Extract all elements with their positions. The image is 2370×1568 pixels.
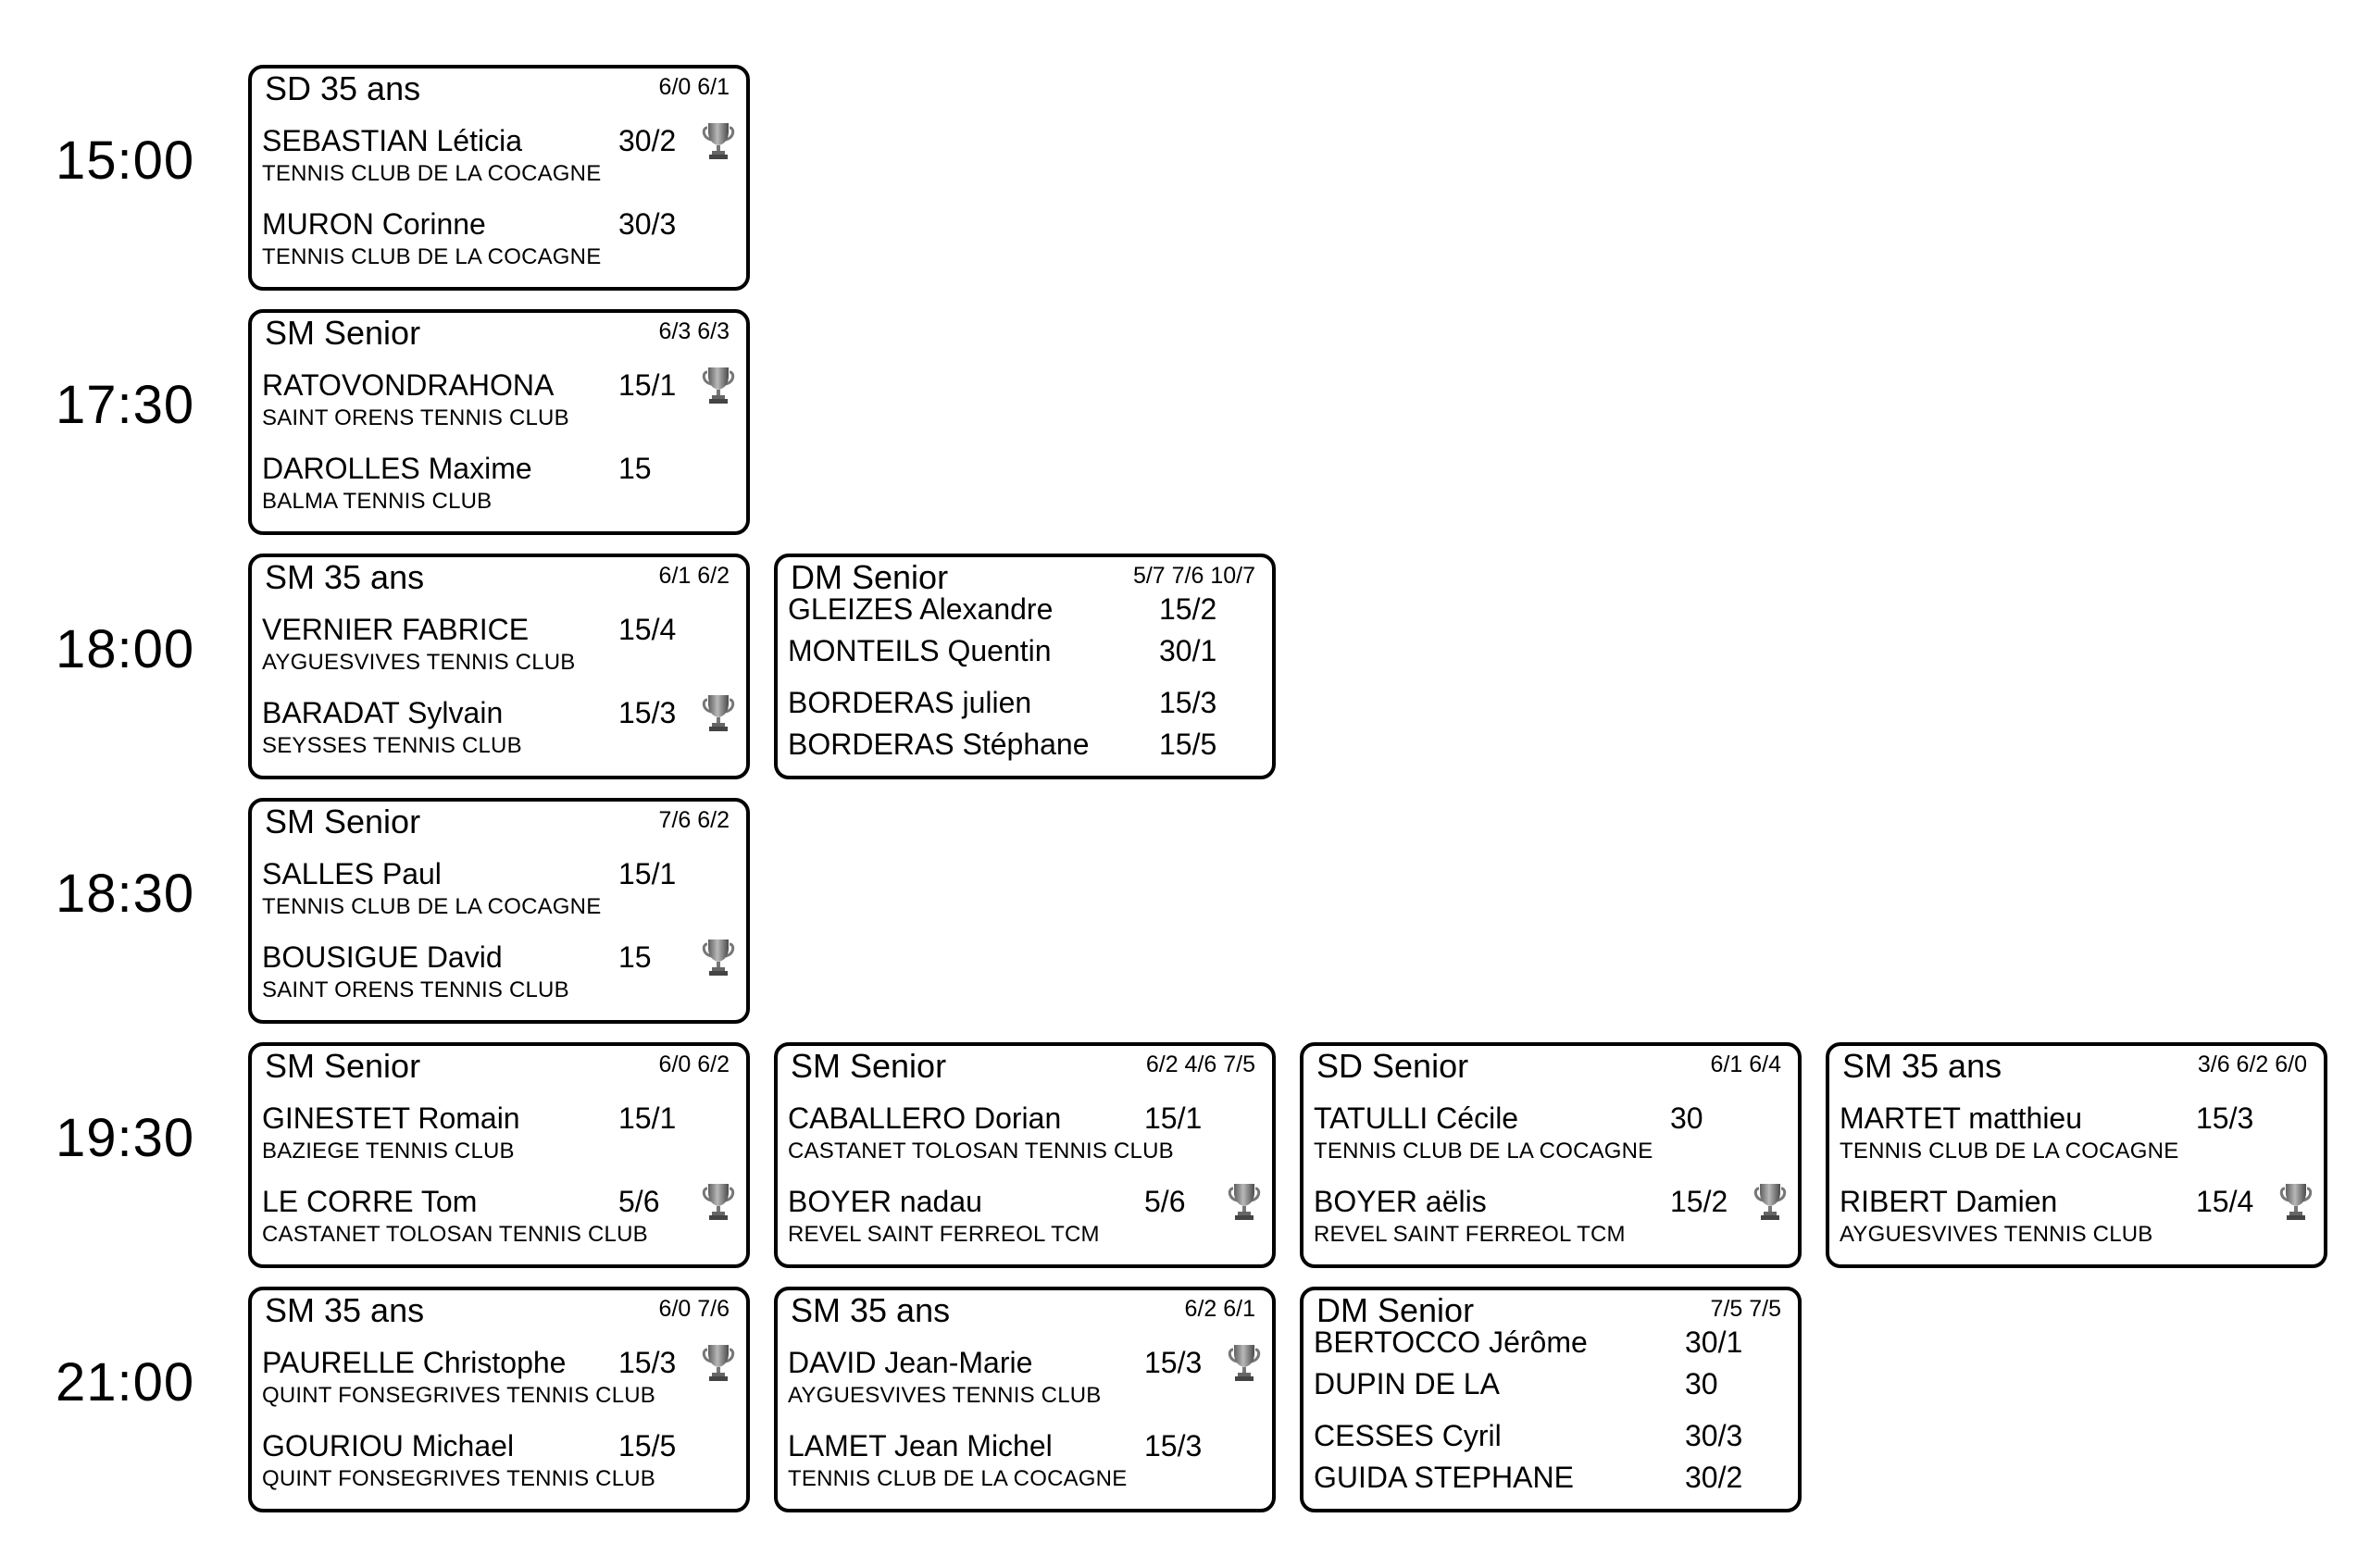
time-slot-label: 17:30: [56, 375, 195, 435]
match-score: 3/6 6/2 6/0: [2197, 1052, 2307, 1077]
player-1-name: BERTOCCO Jérôme: [1314, 1325, 1588, 1359]
player-2-rank: 30/1: [1159, 634, 1217, 667]
match-score: 6/0 7/6: [658, 1296, 730, 1322]
player-1-club: TENNIS CLUB DE LA COCAGNE: [1840, 1139, 2179, 1164]
match-category: SM 35 ans: [265, 1291, 425, 1329]
player-1-club: AYGUESVIVES TENNIS CLUB: [788, 1383, 1102, 1408]
player-1-rank: 15/1: [618, 1101, 677, 1135]
player-2-name: RIBERT Damien: [1840, 1185, 2058, 1218]
match-score: 6/2 6/1: [1184, 1296, 1255, 1322]
player-2-name: DUPIN DE LA: [1314, 1367, 1500, 1400]
match-card: [1300, 1042, 1802, 1268]
player-1-name: VERNIER FABRICE: [262, 613, 530, 646]
player-1-rank: 30/2: [618, 124, 677, 157]
match-category: SM 35 ans: [265, 558, 425, 596]
player-3-name: BORDERAS julien: [788, 686, 1032, 719]
player-2-name: LAMET Jean Michel: [788, 1429, 1053, 1462]
time-slot-label: 21:00: [56, 1352, 195, 1412]
player-1-name: RATOVONDRAHONA: [262, 368, 555, 402]
player-2-name: MURON Corinne: [262, 207, 486, 241]
player-2-club: BALMA TENNIS CLUB: [262, 489, 493, 514]
player-1-club: AYGUESVIVES TENNIS CLUB: [262, 650, 576, 675]
match-category: SD Senior: [1316, 1047, 1469, 1085]
player-2-name: LE CORRE Tom: [262, 1185, 478, 1218]
player-2-name: BOYER aëlis: [1314, 1185, 1487, 1218]
player-2-rank: 30: [1685, 1367, 1718, 1400]
winner-trophy-icon: [702, 365, 735, 405]
player-1-club: TENNIS CLUB DE LA COCAGNE: [262, 161, 602, 186]
doubles-match-card: [1300, 1287, 1802, 1512]
player-2-rank: 15/3: [618, 696, 677, 729]
time-slot-label: 19:30: [56, 1108, 195, 1168]
player-2-club: QUINT FONSEGRIVES TENNIS CLUB: [262, 1466, 655, 1491]
player-2-rank: 15: [618, 452, 652, 485]
player-1-club: TENNIS CLUB DE LA COCAGNE: [262, 894, 602, 919]
player-2-club: AYGUESVIVES TENNIS CLUB: [1840, 1222, 2153, 1247]
player-2-name: DAROLLES Maxime: [262, 452, 532, 485]
match-category: SM 35 ans: [791, 1291, 951, 1329]
doubles-match-card: [774, 554, 1276, 779]
match-card: [248, 65, 750, 291]
player-3-name: CESSES Cyril: [1314, 1419, 1502, 1452]
player-2-name: BARADAT Sylvain: [262, 696, 504, 729]
player-3-rank: 30/3: [1685, 1419, 1743, 1452]
player-2-club: SAINT ORENS TENNIS CLUB: [262, 977, 569, 1002]
player-2-rank: 30/3: [618, 207, 677, 241]
player-1-name: SALLES Paul: [262, 857, 442, 890]
match-category: SD 35 ans: [265, 69, 421, 107]
player-2-rank: 15/4: [2196, 1185, 2254, 1218]
player-1-club: SAINT ORENS TENNIS CLUB: [262, 405, 569, 430]
winner-trophy-icon: [2279, 1181, 2313, 1222]
player-1-rank: 15/4: [618, 613, 677, 646]
player-2-club: TENNIS CLUB DE LA COCAGNE: [262, 244, 602, 269]
player-4-rank: 15/5: [1159, 728, 1217, 761]
player-2-rank: 5/6: [618, 1185, 660, 1218]
winner-trophy-icon: [702, 1342, 735, 1383]
match-category: SM Senior: [265, 803, 421, 840]
player-1-rank: 30: [1670, 1101, 1703, 1135]
player-2-club: SEYSSES TENNIS CLUB: [262, 733, 522, 758]
player-2-rank: 15: [618, 940, 652, 974]
player-1-name: DAVID Jean-Marie: [788, 1346, 1033, 1379]
player-1-rank: 15/1: [1144, 1101, 1203, 1135]
player-2-name: BOYER nadau: [788, 1185, 982, 1218]
player-2-club: CASTANET TOLOSAN TENNIS CLUB: [262, 1222, 648, 1247]
match-category: SM 35 ans: [1842, 1047, 2002, 1085]
player-2-rank: 15/2: [1670, 1185, 1728, 1218]
match-category: SM Senior: [791, 1047, 947, 1085]
player-2-club: TENNIS CLUB DE LA COCAGNE: [788, 1466, 1128, 1491]
player-1-name: GLEIZES Alexandre: [788, 592, 1054, 626]
player-1-rank: 15/3: [2196, 1101, 2254, 1135]
winner-trophy-icon: [702, 120, 735, 161]
player-1-name: TATULLI Cécile: [1314, 1101, 1519, 1135]
match-card: [774, 1287, 1276, 1512]
match-card: [774, 1042, 1276, 1268]
time-slot-label: 18:30: [56, 864, 195, 924]
match-score: 6/3 6/3: [658, 318, 730, 344]
player-4-name: BORDERAS Stéphane: [788, 728, 1090, 761]
player-1-rank: 15/3: [618, 1346, 677, 1379]
player-1-club: BAZIEGE TENNIS CLUB: [262, 1139, 515, 1164]
match-card: [248, 309, 750, 535]
player-2-rank: 15/3: [1144, 1429, 1203, 1462]
match-category: DM Senior: [1316, 1291, 1475, 1329]
winner-trophy-icon: [702, 692, 735, 733]
match-score: 7/6 6/2: [658, 807, 730, 833]
match-category: DM Senior: [791, 558, 949, 596]
player-2-rank: 5/6: [1144, 1185, 1186, 1218]
player-1-rank: 15/3: [1144, 1346, 1203, 1379]
player-1-club: QUINT FONSEGRIVES TENNIS CLUB: [262, 1383, 655, 1408]
player-1-name: GINESTET Romain: [262, 1101, 520, 1135]
winner-trophy-icon: [1228, 1342, 1261, 1383]
player-1-rank: 15/1: [618, 368, 677, 402]
match-category: SM Senior: [265, 1047, 421, 1085]
match-card: [248, 798, 750, 1024]
player-4-rank: 30/2: [1685, 1461, 1743, 1494]
player-2-club: REVEL SAINT FERREOL TCM: [788, 1222, 1100, 1247]
match-card: [248, 1042, 750, 1268]
player-1-rank: 15/1: [618, 857, 677, 890]
winner-trophy-icon: [702, 937, 735, 977]
player-2-rank: 15/5: [618, 1429, 677, 1462]
player-2-name: MONTEILS Quentin: [788, 634, 1052, 667]
player-1-name: SEBASTIAN Léticia: [262, 124, 522, 157]
player-1-name: CABALLERO Dorian: [788, 1101, 1062, 1135]
winner-trophy-icon: [702, 1181, 735, 1222]
winner-trophy-icon: [1228, 1181, 1261, 1222]
player-1-club: CASTANET TOLOSAN TENNIS CLUB: [788, 1139, 1174, 1164]
player-2-name: GOURIOU Michael: [262, 1429, 515, 1462]
player-1-club: TENNIS CLUB DE LA COCAGNE: [1314, 1139, 1653, 1164]
match-score: 6/1 6/2: [658, 563, 730, 589]
player-2-name: BOUSIGUE David: [262, 940, 503, 974]
match-score: 6/1 6/4: [1710, 1052, 1781, 1077]
player-2-club: REVEL SAINT FERREOL TCM: [1314, 1222, 1626, 1247]
player-4-name: GUIDA STEPHANE: [1314, 1461, 1574, 1494]
match-score: 5/7 7/6 10/7: [1132, 563, 1255, 589]
player-3-rank: 15/3: [1159, 686, 1217, 719]
match-card: [1826, 1042, 2327, 1268]
match-score: 6/2 4/6 7/5: [1145, 1052, 1255, 1077]
time-slot-label: 18:00: [56, 619, 195, 679]
match-card: [248, 1287, 750, 1512]
player-1-name: MARTET matthieu: [1840, 1101, 2083, 1135]
player-1-rank: 30/1: [1685, 1325, 1743, 1359]
match-score: 6/0 6/2: [658, 1052, 730, 1077]
match-card: [248, 554, 750, 779]
match-score: 6/0 6/1: [658, 74, 730, 100]
player-1-rank: 15/2: [1159, 592, 1217, 626]
player-1-name: PAURELLE Christophe: [262, 1346, 567, 1379]
match-score: 7/5 7/5: [1710, 1296, 1781, 1322]
winner-trophy-icon: [1753, 1181, 1787, 1222]
match-category: SM Senior: [265, 314, 421, 352]
time-slot-label: 15:00: [56, 131, 195, 191]
